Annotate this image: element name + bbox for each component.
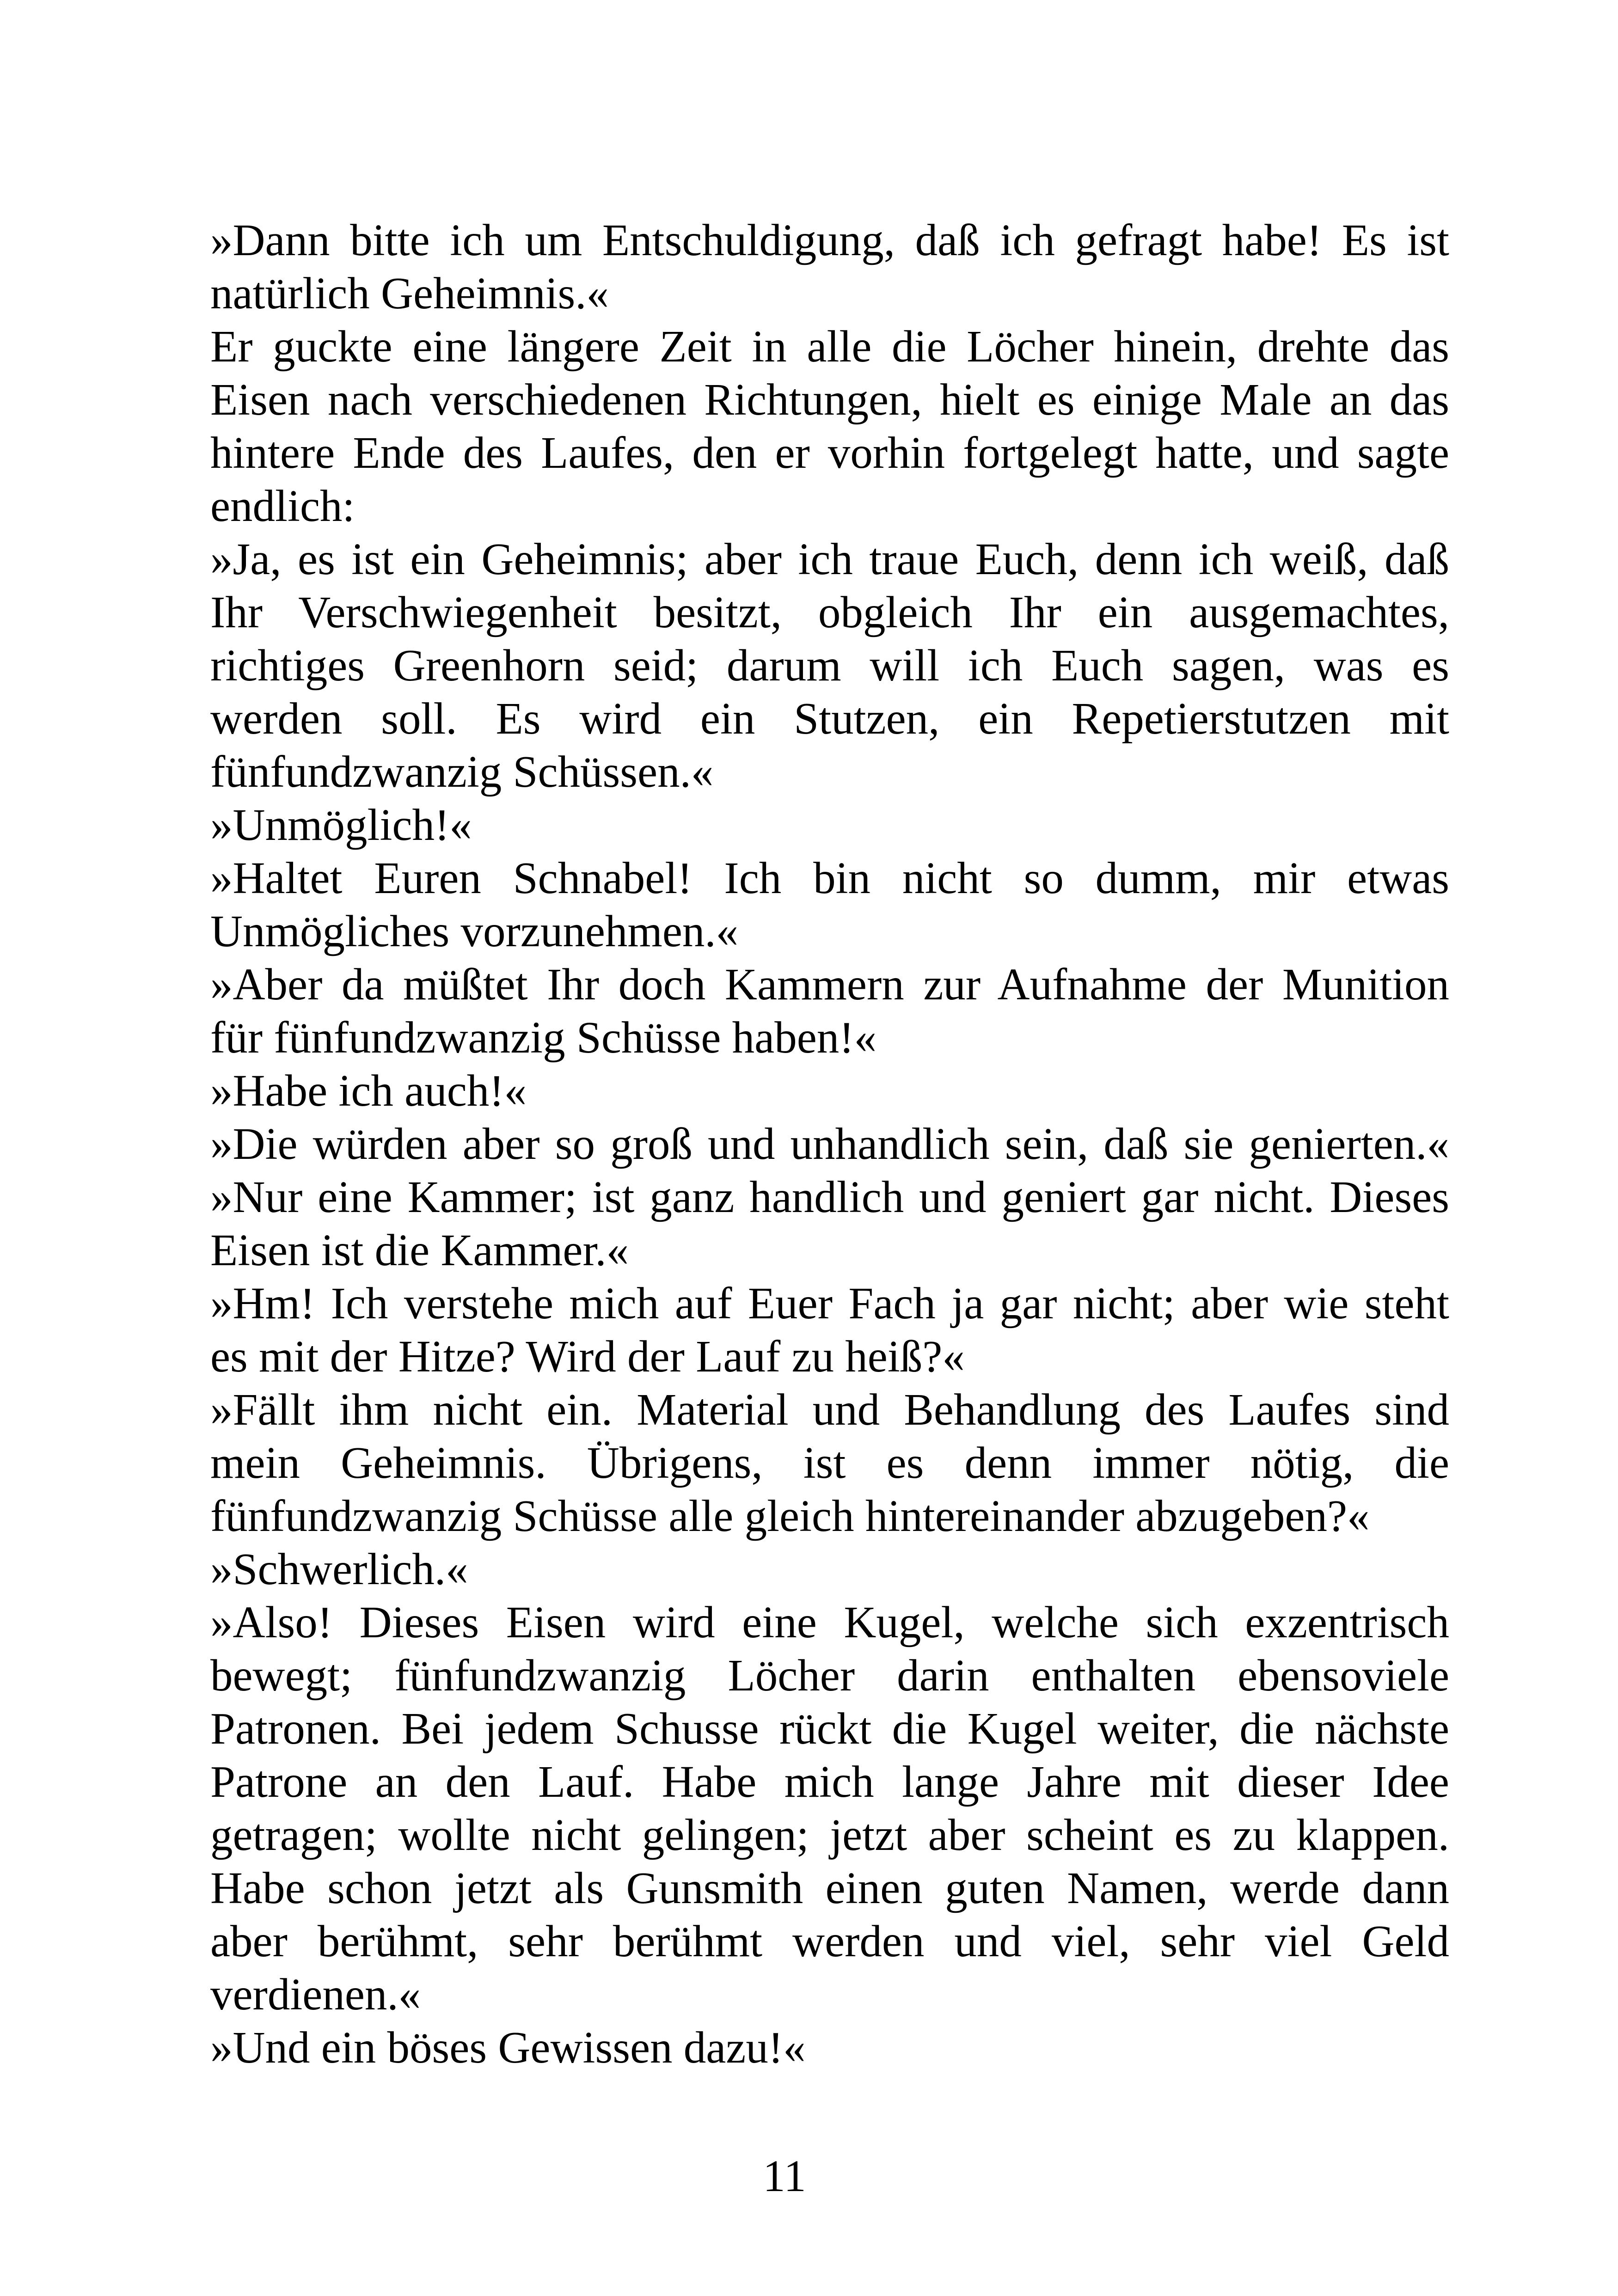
text-line-26: »Schwerlich.« <box>210 1544 468 1594</box>
text-line-30: Patrone an den Lauf. Habe mich lange Jahre mit dieser Idee <box>210 1757 1449 1806</box>
text-line-20: Eisen ist die Kammer.« <box>210 1225 629 1275</box>
text-line-17: »Habe ich auch!« <box>210 1066 527 1115</box>
text-line-34: verdienen.« <box>210 1970 421 2019</box>
text-line-3: Er guckte eine längere Zeit in alle die Löcher hinein, drehte das <box>210 322 1449 371</box>
text-line-12: »Unmöglich!« <box>210 800 472 850</box>
text-line-22: es mit der Hitze? Wird der Lauf zu heiß?« <box>210 1332 965 1381</box>
page-text <box>210 214 1449 2074</box>
text-line-5: hintere Ende des Laufes, den er vorhin fortgelegt hatte, und sagte <box>210 428 1449 478</box>
text-line-2: natürlich Geheimnis.« <box>210 269 609 318</box>
text-line-28: bewegt; fünfundzwanzig Löcher darin enthalten ebensoviele <box>210 1651 1449 1700</box>
text-line-29: Patronen. Bei jedem Schusse rückt die Kugel weiter, die nächste <box>210 1704 1449 1753</box>
text-line-31: getragen; wollte nicht gelingen; jetzt aber scheint es zu klappen. <box>210 1810 1449 1860</box>
text-line-24: mein Geheimnis. Übrigens, ist es denn immer nötig, die <box>210 1438 1449 1488</box>
text-line-11: fünfundzwanzig Schüssen.« <box>210 747 714 796</box>
text-line-21: »Hm! Ich verstehe mich auf Euer Fach ja gar nicht; aber wie steht <box>210 1279 1449 1328</box>
text-line-25: fünfundzwanzig Schüsse alle gleich hintereinander abzugeben?« <box>210 1491 1370 1541</box>
text-line-6: endlich: <box>210 481 355 531</box>
text-line-16: für fünfundzwanzig Schüsse haben!« <box>210 1013 877 1062</box>
text-line-18: »Die würden aber so groß und unhandlich sein, daß sie genierten.« <box>210 1119 1449 1169</box>
text-line-8: Ihr Verschwiegenheit besitzt, obgleich Ihr ein ausgemachtes, <box>210 588 1449 637</box>
text-line-4: Eisen nach verschiedenen Richtungen, hielt es einige Male an das <box>210 375 1449 424</box>
text-line-1: »Dann bitte ich um Entschuldigung, daß ich gefragt habe! Es ist <box>210 215 1449 265</box>
text-line-10: werden soll. Es wird ein Stutzen, ein Repetierstutzen mit <box>210 694 1449 743</box>
text-line-23: »Fällt ihm nicht ein. Material und Behandlung des Laufes sind <box>210 1385 1449 1434</box>
text-line-35: »Und ein böses Gewissen dazu!« <box>210 2023 806 2072</box>
text-line-14: Unmögliches vorzunehmen.« <box>210 906 739 956</box>
text-line-9: richtiges Greenhorn seid; darum will ich Euch sagen, was es <box>210 641 1449 690</box>
text-line-33: aber berühmt, sehr berühmt werden und viel, sehr viel Geld <box>210 1916 1449 1966</box>
text-line-19: »Nur eine Kammer; ist ganz handlich und geniert gar nicht. Dieses <box>210 1172 1449 1222</box>
text-line-27: »Also! Dieses Eisen wird eine Kugel, welche sich exzentrisch <box>210 1598 1449 1647</box>
text-line-15: »Aber da müßtet Ihr doch Kammern zur Aufnahme der Munition <box>210 960 1449 1009</box>
text-line-32: Habe schon jetzt als Gunsmith einen guten Namen, werde dann <box>210 1863 1449 1913</box>
page-number: 11 <box>763 2151 806 2201</box>
text-line-7: »Ja, es ist ein Geheimnis; aber ich traue Euch, denn ich weiß, daß <box>210 534 1449 584</box>
text-line-13: »Haltet Euren Schnabel! Ich bin nicht so dumm, mir etwas <box>210 853 1449 903</box>
